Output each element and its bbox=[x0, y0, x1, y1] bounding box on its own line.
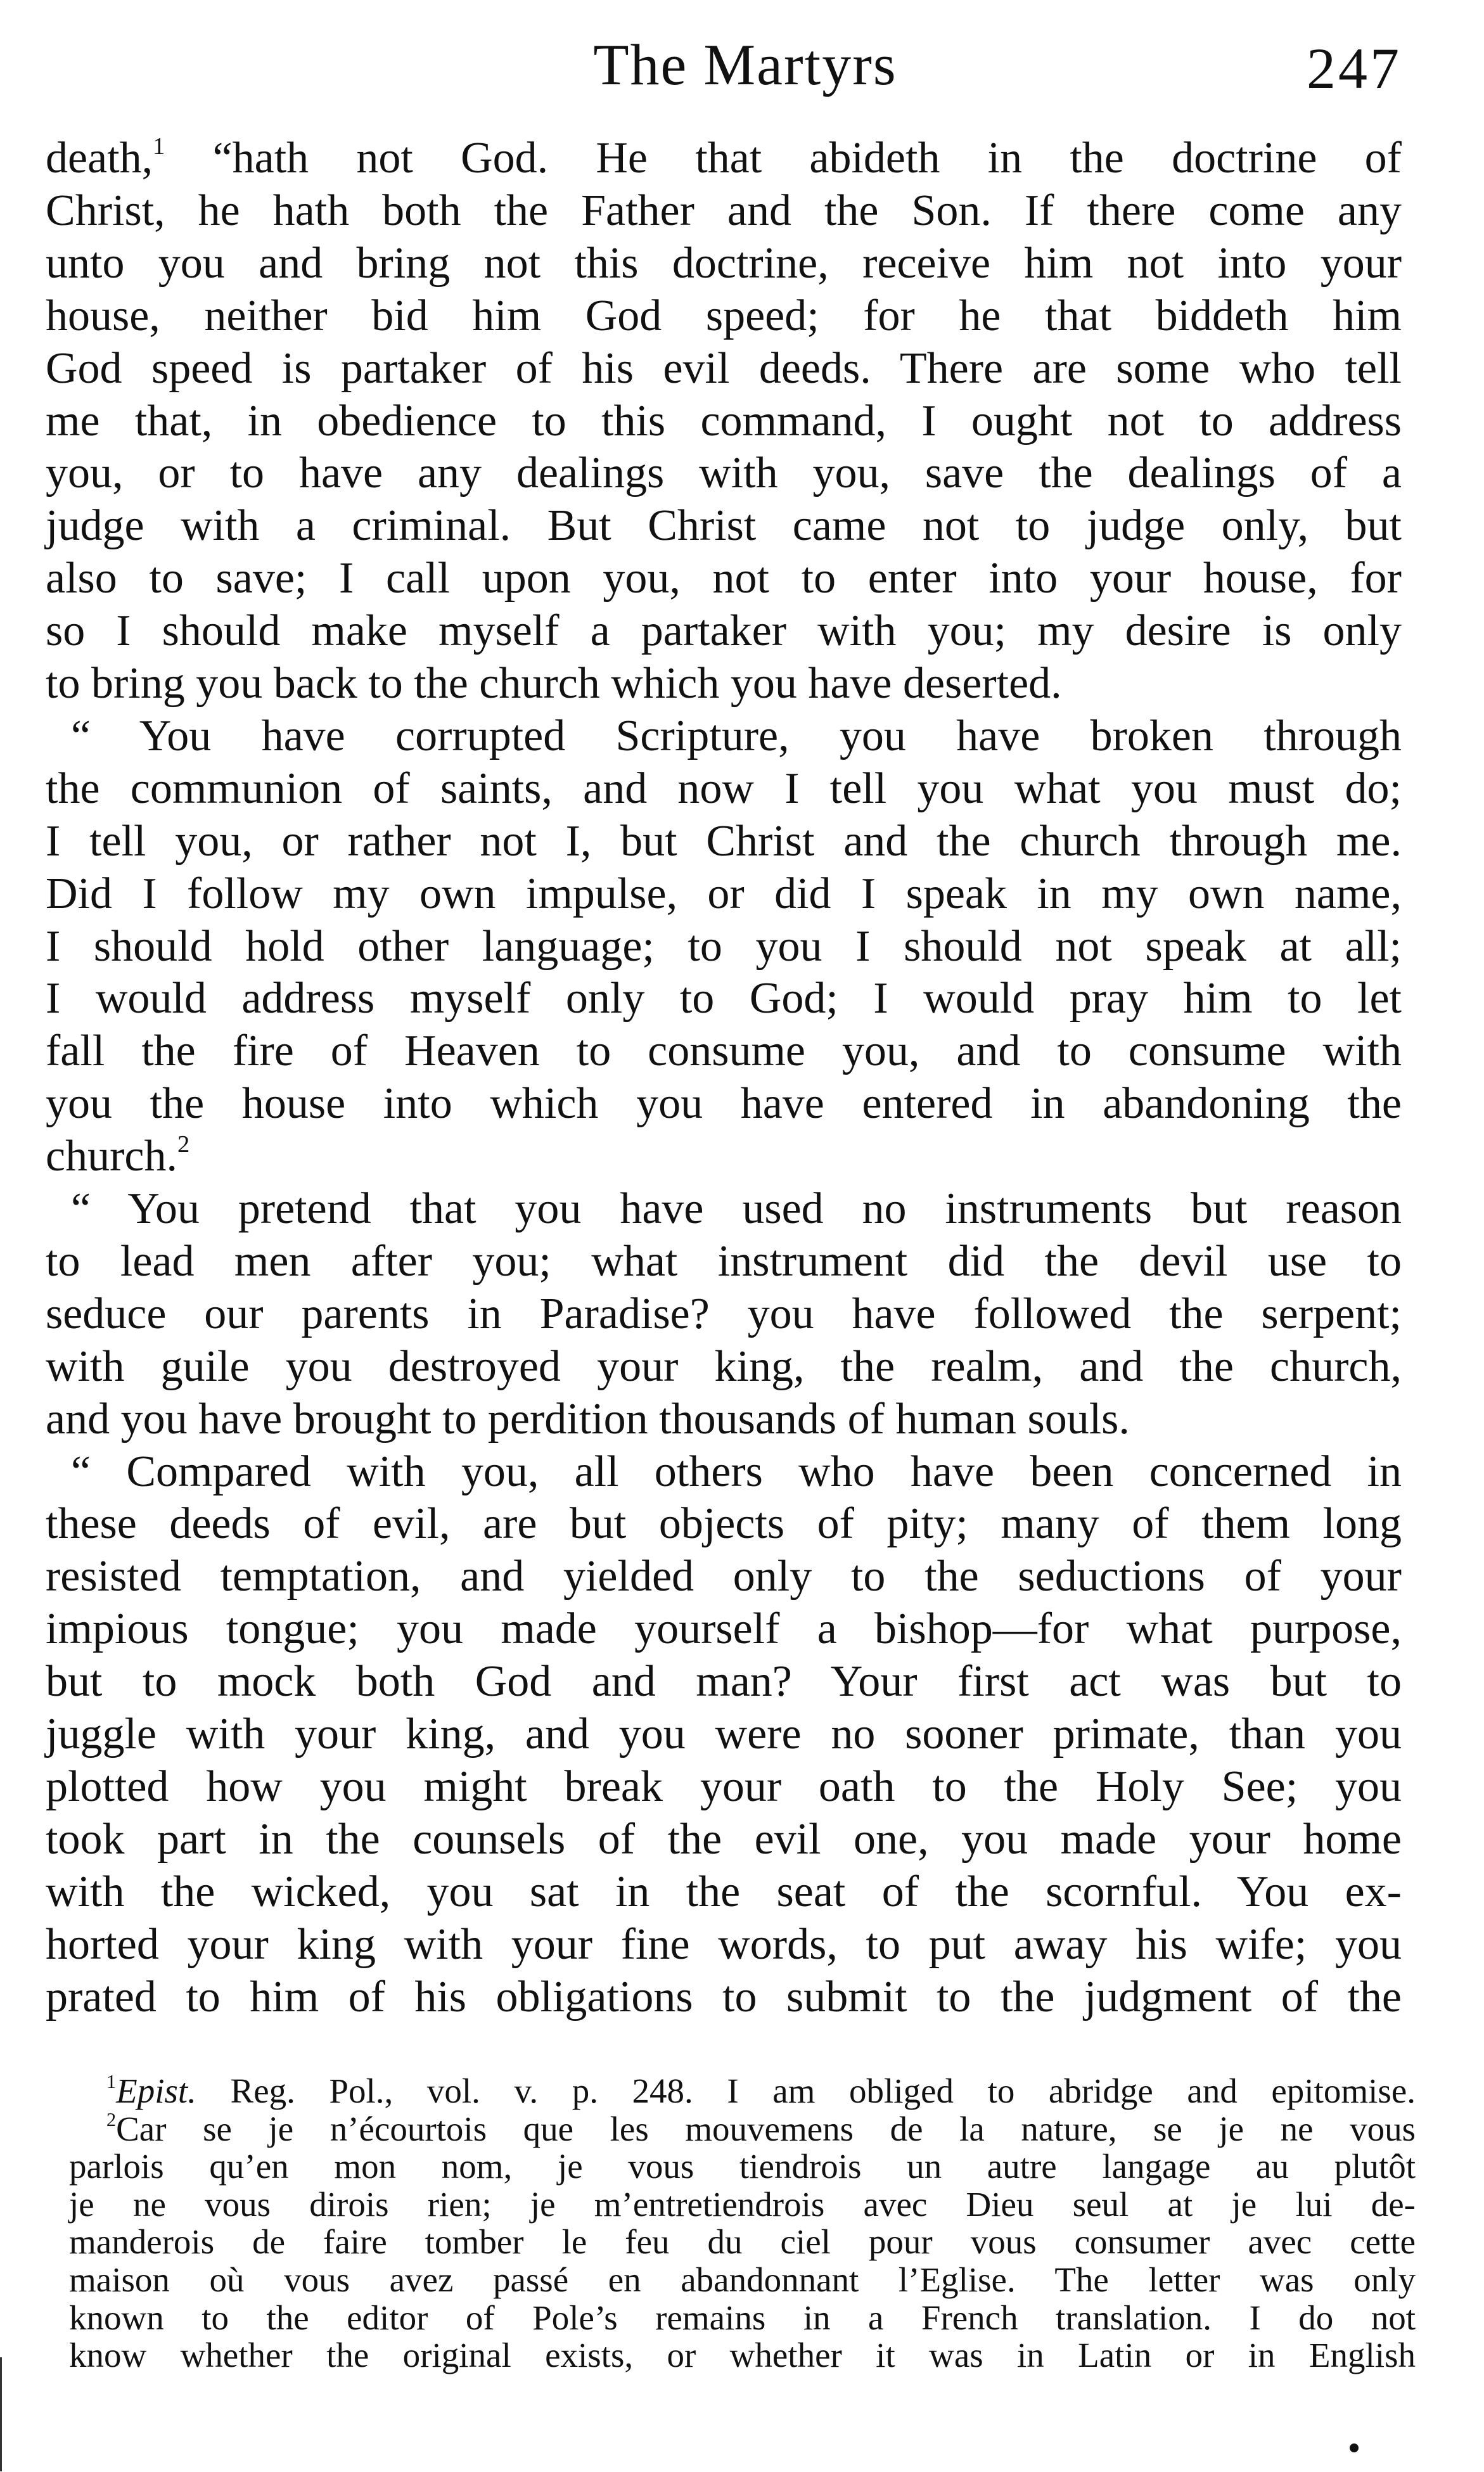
footnote-text: je ne vous dirois rien; je m’entretiendrois avec Dieu seul at je lui de- bbox=[69, 2184, 1416, 2224]
footnote-text: know whether the original exists, or whether it was in Latin or in English bbox=[69, 2336, 1416, 2375]
printer-mark-dot bbox=[1350, 2443, 1359, 2452]
body-line bbox=[46, 1025, 1402, 1077]
footnote-ref: 1 bbox=[153, 133, 165, 160]
footnote-line bbox=[106, 2072, 1416, 2110]
line-text: with the wicked, you sat in the seat of the scornful. You ex- bbox=[46, 1867, 1402, 1916]
line-text: seduce our parents in Paradise? you have followed the serpent; bbox=[46, 1289, 1402, 1338]
line-text: prated to him of his obligations to submit to the judgment of the bbox=[46, 1972, 1402, 2021]
line-text: fall the fire of Heaven to consume you, and to consume with bbox=[46, 1027, 1402, 1076]
body-line bbox=[46, 1708, 1402, 1760]
body-line bbox=[46, 815, 1402, 868]
body-line bbox=[71, 1182, 1402, 1235]
page-edge-mark bbox=[0, 2357, 2, 2471]
body-line bbox=[46, 395, 1402, 447]
body-line bbox=[46, 605, 1402, 657]
line-text: Christ, he hath both the Father and the Son. If there come any bbox=[46, 186, 1402, 235]
body-line bbox=[46, 1497, 1402, 1550]
footnote-line bbox=[69, 2299, 1416, 2337]
footnote-text: Car se je n’écourtois que les mouvemens de la nature, se je ne vous bbox=[116, 2109, 1416, 2148]
footnote-line bbox=[69, 2261, 1416, 2299]
line-text: God speed is partaker of his evil deeds. There are some who tell bbox=[46, 343, 1402, 393]
body-line bbox=[46, 1760, 1402, 1813]
body-line bbox=[46, 1918, 1402, 1971]
body-line bbox=[46, 1655, 1402, 1708]
line-text: you, or to have any dealings with you, save the dealings of a bbox=[46, 449, 1402, 498]
body-line bbox=[46, 447, 1402, 499]
body-line bbox=[46, 920, 1402, 973]
body-line bbox=[46, 132, 1402, 184]
line-text: resisted temptation, and yielded only to the seductions of your bbox=[46, 1552, 1402, 1601]
line-text: I tell you, or rather not I, but Christ and the church through me. bbox=[46, 816, 1402, 866]
body-line bbox=[71, 1445, 1402, 1498]
body-line bbox=[71, 710, 1402, 762]
footnote-number: 2 bbox=[106, 2108, 117, 2130]
line-text: to lead men after you; what instrument did the devil use to bbox=[46, 1236, 1402, 1286]
page-header-title: The Martyrs bbox=[593, 32, 897, 97]
footnote-italic: Epist. bbox=[116, 2072, 196, 2110]
body-line bbox=[46, 657, 1402, 710]
body-line bbox=[46, 1550, 1402, 1603]
line-text: judge with a criminal. But Christ came not to judge only, but bbox=[46, 501, 1402, 551]
footnote-ref: 2 bbox=[177, 1131, 190, 1158]
body-line bbox=[46, 868, 1402, 920]
line-text: death, bbox=[46, 134, 153, 183]
line-text: also to save; I call upon you, not to enter into your house, for bbox=[46, 554, 1402, 603]
line-text: house, neither bid him God speed; for he that biddeth him bbox=[46, 291, 1402, 340]
line-text: but to mock both God and man? Your first act was but to bbox=[46, 1657, 1402, 1707]
line-text: I would address myself only to God; I would pray him to let bbox=[46, 974, 1402, 1023]
line-text: I should hold other language; to you I should not speak at all; bbox=[46, 921, 1402, 971]
body-line bbox=[46, 1971, 1402, 2023]
line-text: so I should make myself a partaker with you; my desire is only bbox=[46, 606, 1402, 656]
body-line bbox=[46, 237, 1402, 290]
body-line bbox=[46, 1235, 1402, 1288]
line-text: the communion of saints, and now I tell you what you must do; bbox=[46, 764, 1402, 813]
footnote-number: 1 bbox=[106, 2071, 117, 2093]
line-text: “hath not God. He that abideth in the doctrine of bbox=[165, 134, 1402, 183]
line-text: impious tongue; you made yourself a bishop—for what purpose, bbox=[46, 1604, 1402, 1654]
body-line bbox=[46, 1130, 1402, 1182]
footnote-line bbox=[69, 2336, 1416, 2374]
footnote-line bbox=[69, 2186, 1416, 2224]
body-line bbox=[46, 1603, 1402, 1655]
footnote-text: Reg. Pol., vol. v. p. 248. I am obliged to abridge and epitomise. bbox=[196, 2072, 1416, 2110]
body-line bbox=[46, 1288, 1402, 1340]
body-line bbox=[46, 342, 1402, 395]
footnote-line bbox=[106, 2110, 1416, 2148]
body-line bbox=[46, 1393, 1402, 1445]
line-text: “ You pretend that you have used no instruments but reason bbox=[71, 1184, 1402, 1233]
body-line bbox=[46, 499, 1402, 552]
line-text: juggle with your king, and you were no sooner primate, than you bbox=[46, 1710, 1402, 1758]
body-line bbox=[46, 1866, 1402, 1918]
line-text: and you have brought to perdition thousands of human souls. bbox=[46, 1394, 1130, 1444]
line-text: to bring you back to the church which you have deserted. bbox=[46, 659, 1062, 708]
line-text: me that, in obedience to this command, I ought not to address bbox=[46, 396, 1402, 445]
footnote-line bbox=[69, 2148, 1416, 2186]
body-line bbox=[46, 1077, 1402, 1130]
line-text: took part in the counsels of the evil one, you made your home bbox=[46, 1814, 1402, 1864]
line-text: church. bbox=[46, 1132, 177, 1181]
footnote-text: known to the editor of Pole’s remains in a French translation. I do not bbox=[69, 2298, 1416, 2337]
line-text: these deeds of evil, are but objects of pity; many of them long bbox=[46, 1499, 1402, 1549]
body-line bbox=[46, 184, 1402, 237]
line-text: plotted how you might break your oath to the Holy See; you bbox=[46, 1762, 1402, 1811]
line-text: Did I follow my own impulse, or did I speak in my own name, bbox=[46, 869, 1402, 918]
footnote-line bbox=[69, 2223, 1416, 2261]
body-line bbox=[46, 1340, 1402, 1393]
line-text: “ Compared with you, all others who have been concerned in bbox=[71, 1447, 1402, 1496]
footnote-text: parlois qu’en mon nom, je vous tiendrois un autre langage au plutôt bbox=[69, 2147, 1416, 2186]
footnote-text: manderois de faire tomber le feu du ciel pour vous consumer avec cette bbox=[69, 2222, 1416, 2262]
line-text: horted your king with your fine words, to put away his wife; you bbox=[46, 1919, 1402, 1969]
body-line bbox=[46, 552, 1402, 605]
body-line bbox=[46, 972, 1402, 1025]
line-text: “ You have corrupted Scripture, you have broken through bbox=[71, 711, 1402, 760]
line-text: unto you and bring not this doctrine, receive him not into your bbox=[46, 238, 1402, 288]
page-number: 247 bbox=[1307, 36, 1402, 101]
body-line bbox=[46, 762, 1402, 815]
footnote-text: maison où vous avez passé en abandonnant l’Eglise. The letter was only bbox=[69, 2260, 1416, 2299]
body-line bbox=[46, 290, 1402, 342]
line-text: you the house into which you have entered in abandoning the bbox=[46, 1079, 1402, 1129]
line-text: with guile you destroyed your king, the realm, and the church, bbox=[46, 1342, 1402, 1391]
body-line bbox=[46, 1813, 1402, 1866]
